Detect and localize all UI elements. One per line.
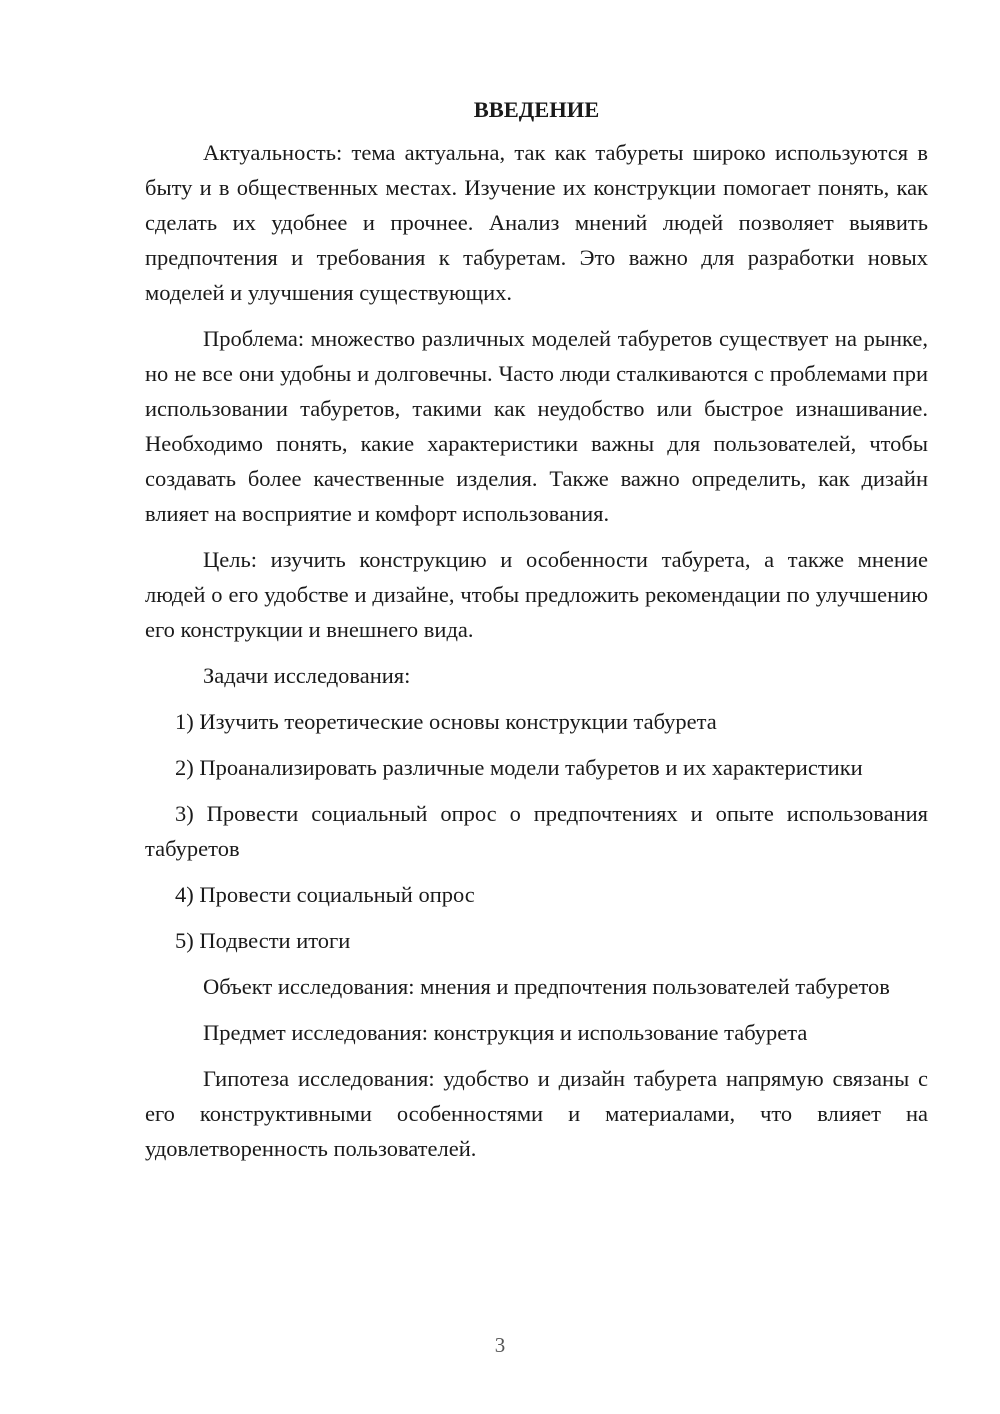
task-item: 3) Провести социальный опрос о предпочтениях и опыте использования табуретов — [145, 801, 928, 861]
problem-paragraph: Проблема: множество различных моделей табуретов существует на рынке, но не все они удобны и долговечны. Часто люди сталкиваются с проблемами при использовании табуретов, такими как неудобство или быстрое изнашивание. Необходимо понять, какие характеристики важны для пользователей, чтобы создавать более качественные изделия. Также важно определить, как дизайн влияет на восприятие и комфорт использования. — [145, 326, 928, 526]
section-title: ВВЕДЕНИЕ — [473, 97, 600, 122]
task-item: 1) Изучить теоретические основы конструкции табурета — [175, 709, 717, 734]
task-item: 4) Провести социальный опрос — [175, 882, 475, 907]
hypothesis-paragraph: Гипотеза исследования: удобство и дизайн табурета напрямую связаны с его конструктивными особенностями и материалами, что влияет на удовлетворенность пользователей. — [145, 1066, 928, 1161]
task-item: 2) Проанализировать различные модели табуретов и их характеристики — [175, 755, 863, 780]
page-content — [145, 95, 928, 1177]
relevance-paragraph: Актуальность: тема актуальна, так как табуреты широко используются в быту и в общественных местах. Изучение их конструкции помогает понять, как сделать их удобнее и прочнее. Анализ мнений людей позволяет выявить предпочтения и требования к табуретам. Это важно для разработки новых моделей и улучшения существующих. — [145, 140, 928, 305]
goal-paragraph: Цель: изучить конструкцию и особенности табурета, а также мнение людей о его удобстве и дизайне, чтобы предложить рекомендации по улучшению его конструкции и внешнего вида. — [145, 547, 928, 642]
subject-paragraph: Предмет исследования: конструкция и использование табурета — [203, 1020, 808, 1045]
object-paragraph: Объект исследования: мнения и предпочтения пользователей табуретов — [203, 974, 890, 999]
page-number: 3 — [494, 1333, 506, 1357]
tasks-heading: Задачи исследования: — [203, 663, 411, 688]
task-item: 5) Подвести итоги — [175, 928, 351, 953]
